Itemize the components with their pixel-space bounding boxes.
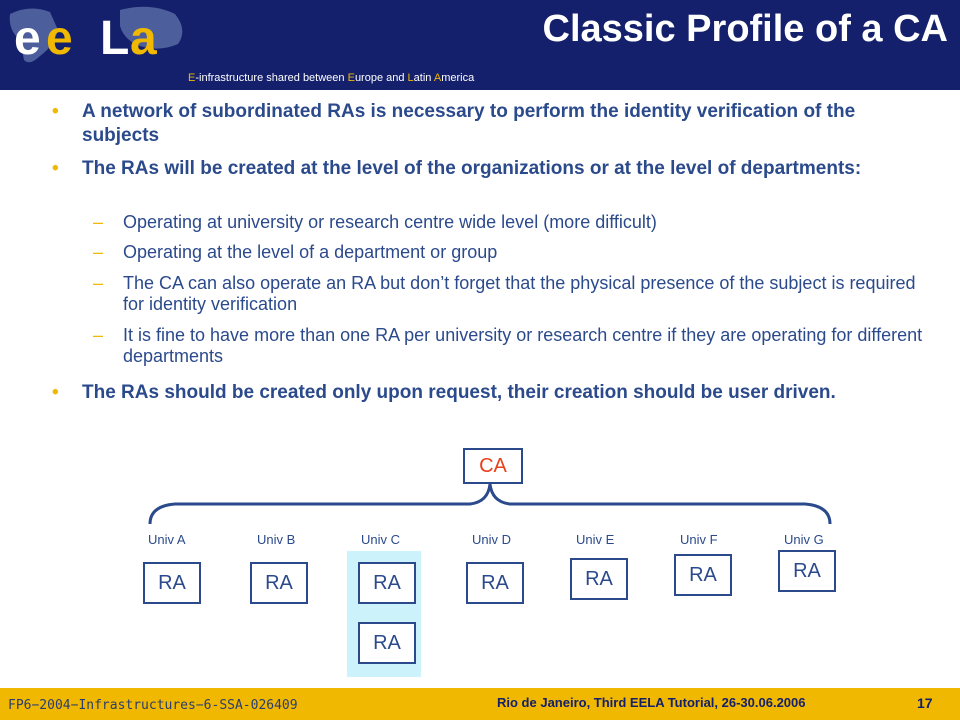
bullet-text: The RAs should be created only upon request, their creation should be user driven. bbox=[82, 382, 836, 403]
tagline-part: urope and bbox=[354, 72, 408, 84]
sub-bullet-marker: – bbox=[93, 325, 104, 345]
slide-footer bbox=[0, 688, 960, 720]
tagline-part: A bbox=[433, 72, 442, 84]
univ-label: Univ B bbox=[257, 532, 296, 547]
sub-bullet-text: Operating at university or research centre wide level (more difficult) bbox=[123, 212, 657, 232]
bullet-marker: • bbox=[52, 158, 59, 179]
tagline-part: merica bbox=[441, 72, 475, 84]
svg-text:e: e bbox=[46, 12, 73, 65]
ca-box: CA bbox=[463, 448, 523, 484]
bullet-text: The RAs will be created at the level of the organizations or at the level of departments: bbox=[82, 158, 862, 179]
ra-box-extra: RA bbox=[358, 622, 416, 664]
svg-text:a: a bbox=[130, 12, 157, 65]
univ-label: Univ E bbox=[576, 532, 615, 547]
sub-bullet-marker: – bbox=[93, 242, 104, 262]
univ-label: Univ F bbox=[680, 532, 718, 547]
sub-bullet-text: Operating at the level of a department or group bbox=[123, 242, 498, 262]
svg-text:L: L bbox=[100, 12, 130, 65]
eela-logo bbox=[0, 0, 200, 72]
bullet-marker: • bbox=[52, 382, 59, 403]
sub-bullet-item bbox=[93, 242, 923, 263]
ra-hierarchy-diagram bbox=[0, 440, 960, 680]
sub-bullet-item bbox=[93, 273, 923, 315]
sub-bullet-marker: – bbox=[93, 212, 104, 232]
tagline-part: atin bbox=[413, 72, 434, 84]
ra-box: RA bbox=[250, 562, 308, 604]
sub-bullet-item bbox=[93, 325, 923, 367]
page-number: 17 bbox=[917, 695, 933, 711]
bullet-marker: • bbox=[52, 101, 59, 122]
ra-box: RA bbox=[143, 562, 201, 604]
svg-text:e: e bbox=[14, 12, 41, 65]
sub-bullet-text: The CA can also operate an RA but don’t forget that the physical presence of the subject is required for identity verification bbox=[123, 273, 916, 314]
ra-box: RA bbox=[778, 550, 836, 592]
sub-bullet-item bbox=[93, 212, 923, 233]
bullet-item bbox=[52, 381, 922, 405]
tagline-part: E bbox=[188, 72, 196, 84]
univ-label: Univ D bbox=[472, 532, 512, 547]
tagline-part: -infrastructure shared between bbox=[195, 72, 348, 84]
univ-label: Univ A bbox=[148, 532, 186, 547]
sub-bullet-marker: – bbox=[93, 273, 104, 293]
ra-box: RA bbox=[570, 558, 628, 600]
tagline-part: E bbox=[347, 72, 355, 84]
footer-event: Rio de Janeiro, Third EELA Tutorial, 26-30.06.2006 bbox=[497, 695, 806, 710]
univ-label: Univ G bbox=[784, 532, 824, 547]
slide-title: Classic Profile of a CA bbox=[542, 8, 948, 50]
header-tagline bbox=[188, 72, 474, 84]
ra-box: RA bbox=[674, 554, 732, 596]
ra-box: RA bbox=[466, 562, 524, 604]
ra-box: RA bbox=[358, 562, 416, 604]
bullet-text: A network of subordinated RAs is necessary to perform the identity verification of the subjects bbox=[82, 101, 856, 146]
bullet-item bbox=[52, 100, 922, 148]
slide-header bbox=[0, 0, 960, 90]
footer-project-code: FP6−2004−Infrastructures−6-SSA-026409 bbox=[8, 698, 298, 713]
sub-bullet-text: It is fine to have more than one RA per university or research centre if they are operating for different departments bbox=[123, 325, 923, 366]
univ-label: Univ C bbox=[361, 532, 401, 547]
bullet-item bbox=[52, 157, 922, 181]
tagline-part: L bbox=[407, 72, 414, 84]
